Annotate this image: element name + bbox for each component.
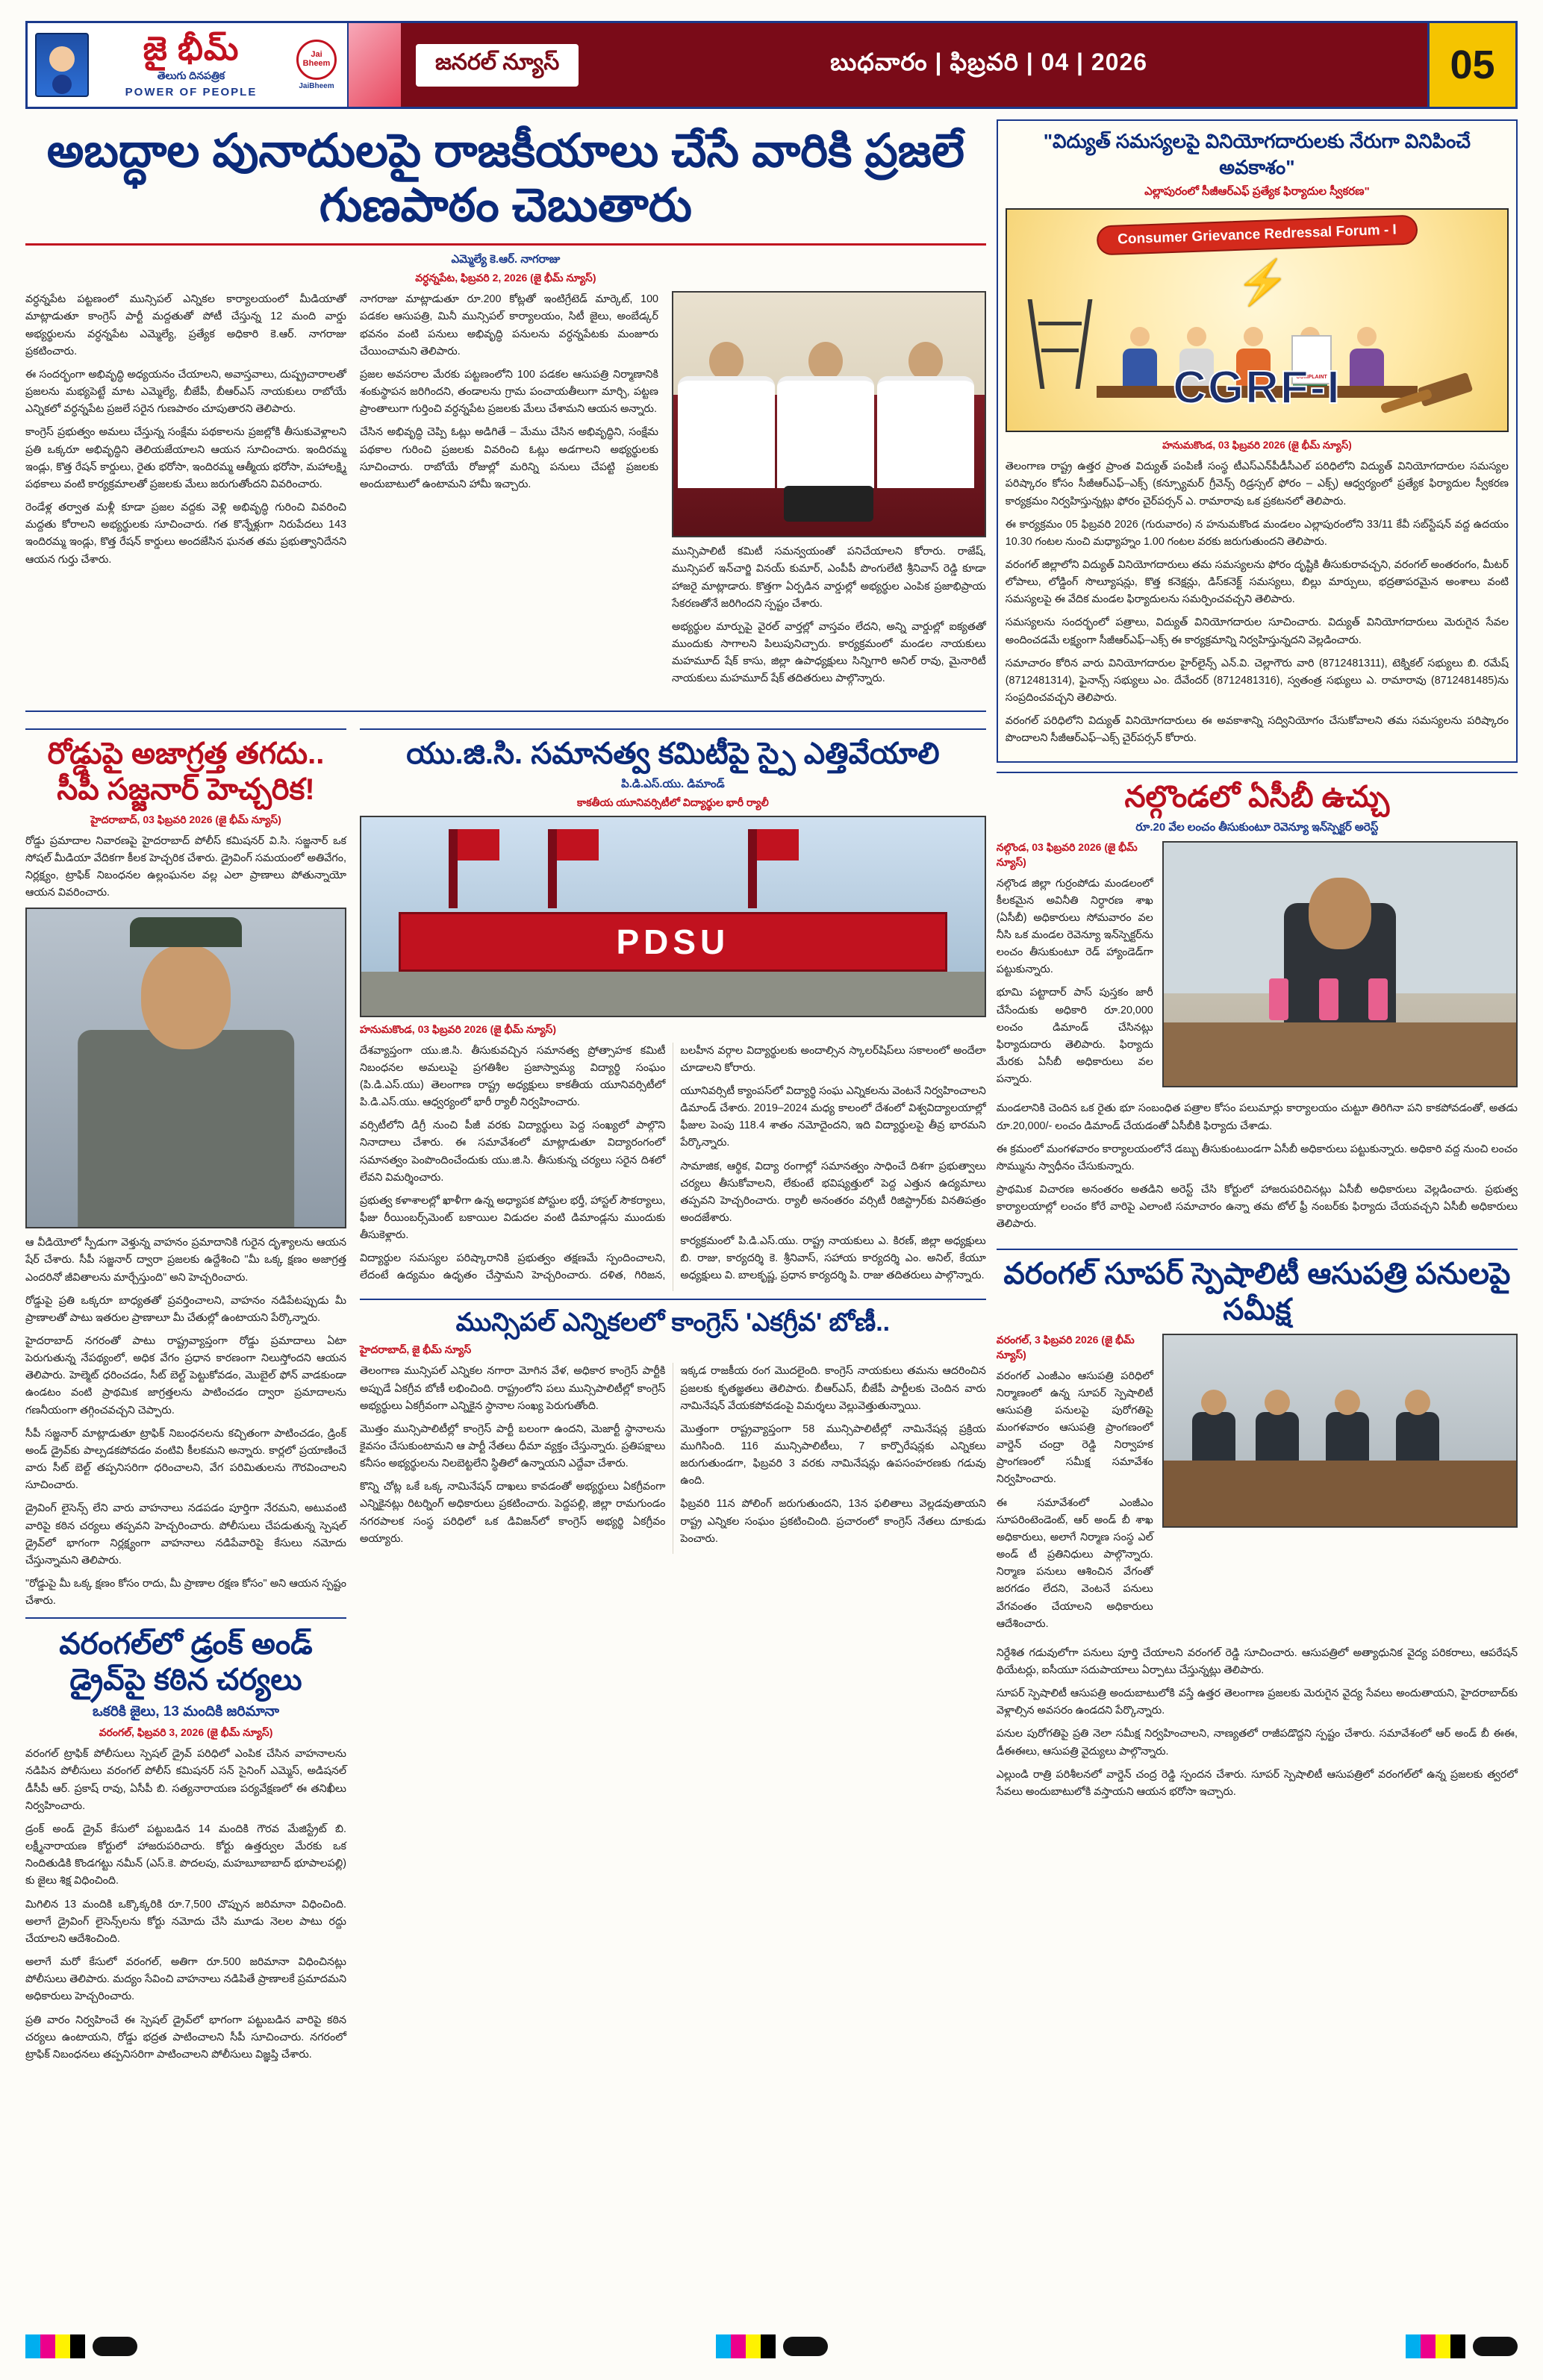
lead-byline: ఎమ్మెల్యే కె.ఆర్. నాగరాజు [451, 253, 561, 266]
rally-banner [399, 912, 947, 972]
drunk-para: అలాగే మరో కేసులో వరంగల్, అతిగా రూ.500 జరిమానా విధించినట్లు పోలీసులు తెలిపారు. మద్యం సేవించి వాహనాలు నడిపితే ప్రాణాలకే ప్రమాదమని అధికారులు హెచ్చరించారు. [25, 1956, 346, 2003]
lead-para: రెండేళ్ల తర్వాత మళ్లీ కూడా ప్రజల వద్దకు వెళ్లి అభివృద్ధి గురించి వివరించి మద్దతు కోరాలని అభ్యర్థులకు సూచించారు. గత కొన్నేళ్లుగా నిరుపేదలు 143 ఇందిరమ్మ ఇండ్లు, కొత్త రేషన్ కార్డులు అందజేసిన ఘనత తమ ప్రభుత్వానిదేనని ఆయన గుర్తు చేశారు. [25, 502, 346, 566]
cgrf-para: సమాచారం కోరిన వారు వినియోగదారుల హైర్‌లైన్స్ ఎన్.వి. చెల్లాగౌరు వారి (8712481311), టెక్నికల్ సభ్యులు బి. రమేష్ (8712481314), ఫైనాన్స్ సభ్యులు ఎం. దేవేందర్ (8712481316), స్వతంత్ర సభ్యులు ఎ. రామారావు (8712481485)ను సంప్రదించవచ్చని తెలిపారు. [1005, 657, 1509, 705]
super-headline: వరంగల్ సూపర్ స్పెషాలిటీ ఆసుపత్రి పనులపై సమీక్ష [1003, 1257, 1511, 1326]
page-number: 05 [1427, 23, 1515, 107]
registration-bar [93, 2337, 137, 2356]
acb-dateline: నల్గొండ, 03 ఫిబ్రవరి 2026 (జై భీమ్ న్యూస్) [996, 840, 1138, 868]
right-column [997, 119, 1518, 2269]
lead-para: నాగరాజు మాట్లాడుతూ రూ.200 కోట్లతో ఇంటిగ్రేటెడ్ మార్కెట్, 100 పడకల ఆసుపత్రి, మినీ మున్సిపల్ కార్యాలయం, సిటీ జైలు, అంబేడ్కర్ భవనం వంటి పనులు అభివృద్ధి పనులను వర్ధన్నపేటకు మంజూరు చేయించామని తెలిపారు. [360, 293, 658, 357]
logo-subtitle: తెలుగు దినపత్రిక [157, 69, 225, 81]
registration-bar [1473, 2337, 1518, 2356]
drunk-headline: వరంగల్‌లో డ్రంక్ అండ్ డ్రైవ్‌పై కఠిన చర్యలు [59, 1628, 313, 1697]
story-drunk-drive [25, 1626, 346, 2064]
super-para: ఈ సమావేశంలో ఎంజీఎం సూపరింటెండెంట్, ఆర్ అండ్ బీ శాఖ అధికారులు, అలాగే నిర్మాణ సంస్థ ఎల్ అండ్ టీ ప్రతినిధులు పాల్గొన్నారు. నిర్మాణ పనులు ఆశించిన వేగంతో జరగడం లేదని, వెంటనే పనులు వేగవంతం చేయాలని అధికారులు ఆదేశించారు. [996, 1496, 1153, 1630]
reg-group-left [25, 2334, 137, 2358]
divider [25, 243, 986, 246]
lead-para: అభ్యర్థుల మార్పుపై వైరల్ వార్తల్లో వాస్తవం లేదని, అన్ని వార్డుల్లో ఐక్యతతో ముందుకు సాగాలని పిలుపునిచ్చారు. కార్యక్రమంలో మండల నాయకులు మహమూద్ షేక్ కాసు, జిల్లా ఉపాధ్యక్షులు సిన్నిగారి అనిల్ రావు, మైనారిటీ నాయకులు మహమూద్ షేక్ తదితరులు పాల్గొన్నారు. [672, 620, 986, 685]
logo-tagline: POWER OF PEOPLE [125, 85, 258, 99]
acb-subhead: రూ.20 వేల లంచం తీసుకుంటూ రెవెన్యూ ఇన్‌స్పెక్టర్ అరెస్ట్ [1135, 820, 1379, 834]
cgrf-para: వరంగల్ జిల్లాలోని విద్యుత్ వినియోగదారులు తమ సమస్యలను ఫోరం దృష్టికి తీసుకురావచ్చని, వరంగల్ అంతరంగం, మీటర్ లోపాలు, లోడ్డింగ్ సొల్యూషన్లు, కొత్త కనెక్షన్లు, డిస్‌కనెక్ట్ సమస్యలు, బిల్లు మార్పులు, భద్రతాపరమైన అంశాలు వంటి సమస్యలపై ఈ వేదిక మండల ఫిర్యాదులను సమర్పించవచ్చని తెలిపారు. [1005, 558, 1509, 606]
cgrf-subhead: ఎల్లాపురంలో సీజీఆర్ఎఫ్ ప్రత్యేక ఫిర్యాదుల స్వీకరణ" [1144, 185, 1370, 199]
acb-para: నల్గొండ జిల్లా గుర్రంపోడు మండలంలో కీలకమైన అవినీతి నిర్ధారణ శాఖ (ఏసీబీ) అధికారులు సోమవారం వల నీసి ఒక మండల రెవెన్యూ ఇన్‌స్పెక్టర్‌ను లంచం తీసుకుంటూ రెడ్ హ్యాండెడ్‌గా పట్టుకున్నారు. [996, 877, 1153, 976]
cgrf-dateline: హనుమకొండ, 03 ఫిబ్రవరి 2026 (జై భీమ్ న్యూస్) [1162, 440, 1352, 452]
story-ugc [360, 728, 986, 2070]
cp-para: సీపీ సజ్జనార్ మాట్లాడుతూ ట్రాఫిక్ నిబంధనలను కచ్చితంగా పాటించడం, డ్రింక్ అండ్ డ్రైవ్‌కు పాల్పడకపోవడం వంటివి కీలకమని అన్నారు. కార్లలో ప్రయాణించే వారు సీట్ బెల్ట్ తప్పనిసరిగా ధరించాలని, వేగ పరిమితులను గౌరవించాలని సూచించారు. [25, 1427, 346, 1492]
cp-para: హైదరాబాద్ నగరంతో పాటు రాష్ట్రవ్యాప్తంగా రోడ్డు ప్రమాదాలు ఏటా పెరుగుతున్న నేపథ్యంలో, అధిక వేగం ప్రధాన కారణంగా నిలుస్తోందని ఆయన తెలిపారు. హెల్మెట్ ధరించడం, సీట్ బెల్ట్ పెట్టుకోవడం, మొబైల్ ఫోన్ వాడకుండా ఉండటం వంటి ప్రాథమిక జాగ్రత్తలను పాటించడం ద్వారా ప్రమాదాలను గణనీయంగా తగ్గించవచ్చని చెప్పారు. [25, 1334, 346, 1417]
cgrf-para: తెలంగాణ రాష్ట్ర ఉత్తర ప్రాంత విద్యుత్ పంపిణీ సంస్థ టీఎస్ఎన్‌పీడీసీఎల్ పరిధిలోని విద్యుత్ వినియోగదారుల సమస్యల పరిష్కారం కోసం సీజీఆర్ఎఫ్–ఎక్స్ (కన్స్యూమర్ గ్రీవెన్స్ రిడ్రస్సల్ ఫోరం – ఎక్స్) ఆధ్వర్యంలో ప్రత్యేక ఫిర్యాదుల స్వీకరణ కార్యక్రమం నిర్వహిస్తున్నట్లు ఫోరం చైర్‌పర్సన్ ఎ. రామారావు ఒక ప్రకటనలో తెలిపారు. [1005, 460, 1509, 507]
cp-para: "రోడ్డుపై మీ ఒక్క క్షణం కోసం రాదు, మీ ప్రాణాల రక్షణ కోసం" అని ఆయన స్పష్టం చేశారు. [25, 1578, 346, 1608]
cp-dateline: హైదరాబాద్, 03 ఫిబ్రవరి 2026 (జై భీమ్ న్యూస్) [90, 813, 281, 825]
cp-para: ఆ వీడియోలో స్పీడుగా వెళ్తున్న వాహనం ప్రమాదానికి గురైన దృశ్యాలను ఆయన షేర్ చేశారు. సీపీ సజ్జనార్ ద్వారా ప్రజలకు ఉద్దేశించి "మీ ఒక్క క్షణం అజాగ్రత్త ఎందరినో జీవితాలను మార్చేస్తుంది" అని హెచ్చరించారు. [25, 1237, 346, 1284]
electric-pylon-icon [1034, 299, 1086, 389]
cp-headline: రోడ్డుపై అజాగ్రత్త తగదు.. సీపీ సజ్జనార్ హెచ్చరిక! [47, 737, 325, 806]
super-dateline: వరంగల్, 3 ఫిబ్రవరి 2026 (జై భీమ్ న్యూస్) [996, 1333, 1135, 1361]
registration-bar [783, 2337, 828, 2356]
press-meet-photo [672, 291, 986, 537]
super-para: నిర్దేశిత గడువులోగా పనులు పూర్తి చేయాలని వరంగల్ రెడ్డి సూచించారు. ఆసుపత్రిలో అత్యాధునిక వైద్య పరికరాలు, ఆపరేషన్ థియేటర్లు, ఐసీయూ సదుపాయాలు ఏర్పాటు చేస్తున్నట్లు తెలిపారు. [996, 1646, 1518, 1676]
municipal-para: కొన్ని చోట్ల ఒకే ఒక్క నామినేషన్ దాఖలు కావడంతో అభ్యర్థులు ఏకగ్రీవంగా ఎన్నికైనట్లు రిటర్నింగ్ అధికారులు ప్రకటించారు. పెద్దపల్లి, జిల్లా రామగుండం నగరపాలక సంస్థ పరిధిలో ఒక డివిజన్‌లో కాంగ్రెస్ అభ్యర్థి ఏకగ్రీవం అయ్యారు. [360, 1481, 666, 1545]
left-column [25, 119, 986, 2269]
drunk-dateline: వరంగల్, ఫిబ్రవరి 3, 2026 (జై భీమ్ న్యూస్) [99, 1726, 273, 1739]
logo-title: జై భీమ్ [143, 30, 240, 67]
ugc-headline: యు.జి.సి. సమానత్వ కమిటీపై స్పై ఎత్తివేయాలి [406, 737, 940, 770]
lead-story [25, 119, 986, 694]
lead-para: చేసిన అభివృద్ధి చెప్పి ఓట్లు అడిగితే – మేము చేసిన అభివృద్ధిని, సంక్షేమ పథకాల గురించి ప్రజలకు వివరించి ఓట్లు అడగాలని అభ్యర్థులకు సూచించారు. రాబోయే రోజుల్లో మరిన్ని పనులు చేపట్టి ప్రజలకు అందుబాటులో ఉంటామని హామీ ఇచ్చారు. [360, 426, 658, 490]
ugc-para: ప్రభుత్వ కళాశాలల్లో ఖాళీగా ఉన్న అధ్యాపక పోస్టుల భర్తీ, హాస్టల్ సౌకర్యాలు, ఫీజు రీయింబర్స్‌మెంట్ బకాయిల విడుదల వంటి డిమాండ్లను ముందుకు తీసుకెళ్లారు. [360, 1194, 666, 1242]
masthead [25, 21, 1518, 109]
police-officer-photo [25, 908, 346, 1228]
municipal-para: ఇక్కడ రాజకీయ రంగ మొదలైంది. కాంగ్రెస్ నాయకులు తమను ఆదరించిన ప్రజలకు కృతజ్ఞతలు తెలిపారు. బీఆర్ఎస్, బీజేపీ పార్టీలకు చెందిన వారు నామినేషన్ వేయకపోవడంపై విమర్శలు వెల్లువెత్తుతున్నాయి. [680, 1365, 986, 1412]
super-para: ఎల్లుండి రాత్రి పరిశీలనలో వార్డెన్ చంద్ర రెడ్డి స్పందన చేశారు. సూపర్ స్పెషాలిటీ ఆసుపత్రిలో వరంగల్‌లో ఉన్న ప్రజలకు త్వరలో సేవలు అందుబాటులోకి వస్తాయని ఆయన భరోసా ఇచ్చారు. [996, 1768, 1518, 1798]
ambedkar-portrait-icon [35, 33, 89, 97]
ugc-subhead: పి.డి.ఎస్.యు. డిమాండ్ [621, 777, 725, 790]
logo-text-block [96, 30, 286, 99]
drunk-para: వరంగల్ ట్రాఫిక్ పోలీసులు స్పెషల్ డ్రైవ్ పరిధిలో ఎంపిక చేసిన వాహనాలను నడిపిన పోలీసులు వరంగల్ పోలీస్ కమిషనర్ సన్ సైనింగ్ ఎమ్మెస్, అడిషనల్ డీసీపీ ఆర్. ప్రకాష్ రావు, ఏసీపీ బి. సత్యనారాయణ పర్యవేక్షణలో ఈ తనిఖీలు నిర్వహించారు. [25, 1748, 346, 1812]
reg-group-center-right [1406, 2334, 1518, 2358]
acb-para: ఈ క్రమంలో మంగళవారం కార్యాలయంలోనే డబ్బు తీసుకుంటుండగా ఏసీబీ అధికారులు పట్టుకున్నారు. అధికారి వద్ద నుంచి లంచం సొమ్మును స్వాధీనం చేసుకున్నారు. [996, 1143, 1518, 1172]
super-para: వరంగల్ ఎంజీఎం ఆసుపత్రి పరిధిలో నిర్మాణంలో ఉన్న సూపర్ స్పెషాలిటీ ఆసుపత్రి పనులపై పురోగతిపై మంగళవారం ఆసుపత్రి ప్రాంగణంలో వార్డెన్ చంద్రా రెడ్డి నిర్వాహక ప్రాంగణంలో సమీక్ష సమావేశం నిర్వహించారు. [996, 1369, 1153, 1486]
acb-para: మండలానికి చెందిన ఒక రైతు భూ సంబంధిత పత్రాల కోసం పలుమార్లు కార్యాలయం చుట్టూ తిరిగినా పని కాకపోవడంతో, అతడు రూ.20,000/- లంచం డిమాండ్ చేయడంతో ఏసీబీకి ఫిర్యాదు చేశాడు. [996, 1102, 1518, 1132]
drunk-para: డ్రంక్ అండ్ డ్రైవ్ కేసులో పట్టుబడిన 14 మందికి గౌరవ మేజిస్ట్రేట్ బి. లక్ష్మీనారాయణ కోర్టులో హాజరుపరిచారు. కోర్టు ఉత్తర్వుల మేరకు ఒక నిందితుడికి కొండగట్టు నమీన్ (ఎస్.కె. పొదలపు, మహబూబాబాద్ భూపాలపల్లి) కు జైలు శిక్ష విధించింది. [25, 1823, 346, 1887]
content-grid [25, 119, 1518, 2269]
cgrf-box [997, 119, 1518, 763]
story-municipal [360, 1308, 986, 1554]
ugc-para: విద్యార్థుల సమస్యల పరిష్కారానికి ప్రభుత్వం తక్షణమే స్పందించాలని, లేదంటే ఉద్యమం ఉధృతం చేస్తామని హెచ్చరించారు. దళిత, గిరిజన, బలహీన వర్గాల విద్యార్థులకు అందాల్సిన స్కాలర్‌షిప్‌లు సకాలంలో అందేలా చూడాలని కోరారు. [360, 1044, 986, 1282]
ugc-dateline: హనుమకొండ, 03 ఫిబ్రవరి 2026 (జై భీమ్ న్యూస్) [360, 1022, 557, 1035]
masthead-banner [349, 23, 1427, 107]
municipal-para: మొత్తం మున్సిపాలిటీల్లో కాంగ్రెస్ పార్టీ బలంగా ఉందని, మెజార్టీ స్థానాలను కైవసం చేసుకుంటామని ఆ పార్టీ నేతలు ధీమా వ్యక్తం చేస్తున్నారు. ప్రతిపక్షాలు కనీసం అభ్యర్థులను నిలబెట్టలేని స్థితిలో ఉన్నాయని ఎద్దేవా చేశారు. [360, 1422, 666, 1470]
color-swatches [25, 2334, 85, 2358]
emblem-caption: JaiBheem [299, 82, 334, 90]
cgrf-banner-text: Consumer Grievance Redressal Forum - I [1096, 215, 1418, 256]
divider [25, 710, 986, 712]
issue-date: బుధవారం | ఫిబ్రవరి | 04 | 2026 [830, 48, 1148, 75]
municipal-para: ఫిబ్రవరి 11న పోలింగ్ జరుగుతుందని, 13న ఫలితాలు వెల్లడవుతాయని రాష్ట్ర ఎన్నికల సంఘం ప్రకటించింది. ప్రచారంలో కాంగ్రెస్ నేతలు దూకుడు పెంచారు. [680, 1498, 986, 1545]
drunk-para: మిగిలిన 13 మందికి ఒక్కొక్కరికి రూ.7,500 చొప్పున జరిమానా విధించింది. అలాగే డ్రైవింగ్ లైసెన్స్‌లను కోర్టు నమోదు చేసి మూడు నెలల పాటు రద్దు చేయాలని ఆదేశించింది. [25, 1898, 346, 1945]
ugc-para: కార్యక్రమంలో పి.డి.ఎస్.యు. రాష్ట్ర నాయకులు ఎ. కిరణ్, జిల్లా అధ్యక్షులు బి. రాజు, కార్యదర్శి కె. శ్రీనివాస్, సహాయ కార్యదర్శి ఎం. అనిల్, కేయూ అధ్యక్షులు వి. బాలకృష్ణ, ప్రధాన కార్యదర్శి పి. రాజు తదితరులు పాల్గొన్నారు. [680, 1235, 986, 1282]
lead-dateline: వర్ధన్నపేట, ఫిబ్రవరి 2, 2026 (జై భీమ్ న్యూస్) [415, 272, 596, 284]
cgrf-title: CGRF-I [1173, 362, 1341, 414]
rally-banner-text: PDSU [616, 922, 730, 962]
drunk-para: ప్రతి వారం నిర్వహించే ఈ స్పెషల్ డ్రైవ్‌లో భాగంగా పట్టుబడిన వారిపై కఠిన చర్యలు ఉంటాయని, రోడ్డు భద్రత పాటించాలని సీపీ సూచించారు. నగరంలో ట్రాఫిక్ నిబంధనలు తప్పనిసరిగా పాటించాలని పోలీసులు విజ్ఞప్తి చేశారు. [25, 2014, 346, 2061]
municipal-dateline: హైదరాబాద్, జై భీమ్ న్యూస్ [360, 1343, 472, 1356]
lead-para: మున్సిపాలిటీ కమిటీ సమన్వయంతో పనిచేయాలని కోరారు. రాజేష్, మున్సిపల్ ఇన్‌చార్జి వినయ్ కుమార్, ఎంపీపీ పొంగులేటి శ్రీనివాస్ రెడ్డి కూడా హాజరై మాట్లాడారు. కొత్తగా ఏర్పడిన వార్డుల్లో అభ్యర్థుల ఎంపిక ప్రజాభిప్రాయ సేకరణతోనే జరిగిందని స్పష్టం చేశారు. [672, 546, 986, 610]
cgrf-para: సమస్యలను సందర్భంలో పత్రాలు, విద్యుత్ వినియోగదారుల సూచించారు. విద్యుత్ వినియోగదారులు మెరుగైన సేవల అందించడమే లక్ష్యంగా సీజీఆర్ఎఫ్–ఎక్స్ ఈ కార్యక్రమాన్ని నిర్వహిస్తున్నదని వెల్లడించారు. [1005, 616, 1509, 646]
ugc-para: వర్సిటీలోని డిగ్రీ నుంచి పీజీ వరకు విద్యార్థులు పెద్ద సంఖ్యలో పాల్గొని నినాదాలు చేశారు. ఈ సమావేశంలో మాట్లాడుతూ విద్యారంగంలో సమానత్వం పెంపొందించేందుకు యు.జి.సి. తీసుకున్న చర్యలు సరైన దిశలో లేవని విమర్శించారు. [360, 1119, 666, 1184]
review-meeting-photo [1162, 1334, 1518, 1528]
cp-para: డ్రైవింగ్ లైసెన్స్ లేని వారు వాహనాలు నడపడం పూర్తిగా నేరమని, అటువంటి వారిపై కఠిన చర్యలు తప్పవని హెచ్చరించారు. పోలీసులు చేపడుతున్న స్పెషల్ డ్రైవ్‌లో భాగంగా నిర్లక్ష్యంగా వాహనాలు నడిపేవారిపై కేసులు నమోదు చేస్తున్నామని తెలిపారు. [25, 1502, 346, 1567]
municipal-para: మొత్తంగా రాష్ట్రవ్యాప్తంగా 58 మున్సిపాలిటీల్లో నామినేషన్ల ప్రక్రియ ముగిసింది. 116 మున్సిపాలిటీలు, 7 కార్పొరేషన్లకు ఎన్నికలు జరుగుతుండగా, ఫిబ్రవరి 3 వరకు నామినేషన్లు ఉపసంహరణకు గడువు ఉంది. [680, 1422, 986, 1487]
drunk-subhead: ఒకరికి జైలు, 13 మందికి జరిమానా [92, 1704, 280, 1720]
cp-para: రోడ్డు ప్రమాదాల నివారణపై హైదరాబాద్ పోలీస్ కమిషనర్ వి.సి. సజ్జనార్ ఒక సోషల్ మీడియా వేదికగా కీలక హెచ్చరిక చేశారు. డ్రైవింగ్ సమయంలో అతివేగం, నిర్లక్ష్యం, ట్రాఫిక్ నిబంధనల ఉల్లంఘనల వల్ల ఎలా ప్రాణాలు పోతున్నాయో ఆయన వివరించారు. [25, 834, 346, 899]
color-swatches [1406, 2334, 1465, 2358]
acb-headline: నల్గొండలో ఏసీబీ ఉచ్చు [1124, 780, 1390, 813]
lead-para: ఈ సందర్భంగా అభివృద్ధి అధ్యయనం చేయాలని, అవాస్తవాలు, దుష్ప్రచారాలతో ప్రజలను మభ్యపెట్టే మాట ఎమ్మెల్యే, బీజేపీ, బీఆర్ఎస్ నాయకులు రాబోయే ఎన్నికలో వర్ధన్నపేట ప్రజలే సరైన గుణపాఠం చూపుతారని తెలిపారు. [25, 368, 346, 416]
print-registration-marks [25, 2329, 1518, 2364]
section-label: జనరల్ న్యూస్ [414, 43, 580, 88]
emblem-circle: Jai Bheem [296, 40, 337, 80]
logo-emblem [293, 40, 340, 90]
super-para: పనుల పురోగతిపై ప్రతి నెలా సమీక్ష నిర్వహించాలని, నాణ్యతలో రాజీపడొద్దని స్పష్టం చేశారు. సమావేశంలో ఆర్ అండ్ బీ ఈఈ, డీఈఈలు, ఆసుపత్రి వైద్యులు పాల్గొన్నారు. [996, 1728, 1518, 1758]
ugc-para: యూనివర్సిటీ క్యాంపస్‌లో విద్యార్థి సంఘ ఎన్నికలను వెంటనే నిర్వహించాలని డిమాండ్ చేశారు. 2019–2024 మధ్య కాలంలో దేశంలో విశ్వవిద్యాలయాల్లో ఫీజుల పెంపు 118.4 శాతం నమోదైందని, ఇది విద్యార్థులపై తీవ్ర భారమని పేర్కొన్నారు. [680, 1084, 986, 1149]
ugc-para: సామాజిక, ఆర్థిక, విద్యా రంగాల్లో సమానత్వం సాధించే దిశగా ప్రభుత్వాలు చర్యలు తీసుకోవాలని, లేకుంటే భవిష్యత్తులో పెద్ద ఎత్తున ఉద్యమాలు తప్పవని హెచ్చరించారు. ర్యాలీ అనంతరం వర్సిటీ రిజిస్ట్రార్‌కు వినతిపత్రం అందజేశారు. [680, 1160, 986, 1224]
municipal-body [360, 1363, 986, 1554]
lead-para: వర్ధన్నపేట పట్టణంలో మున్సిపల్ ఎన్నికల కార్యాలయంలో మీడియాతో మాట్లాడుతూ కాంగ్రెస్ పార్టీ మద్దతుతో పోటీ చేస్తున్న 12 మంది వార్డు అభ్యర్థులను వర్ధన్నపేట ఎమ్మెల్యే, ప్రత్యేక అధికారి కె.ఆర్. నాగరాజు ప్రకటించారు. [25, 293, 346, 357]
story-cp-sajjanar [25, 728, 346, 2070]
cp-para: రోడ్డుపై ప్రతి ఒక్కరూ బాధ్యతతో ప్రవర్తించాలని, వాహనం నడిపేటప్పుడు మీ ప్రాణాలతో పాటు ఇతరుల ప్రాణాలూ మీ చేతుల్లో ఉంటాయని పేర్కొన్నారు. [25, 1294, 346, 1324]
acb-para: ప్రాథమిక విచారణ అనంతరం అతడిని అరెస్ట్ చేసి కోర్టులో హాజరుపరిచినట్లు ఏసీబీ అధికారులు వెల్లడించారు. ప్రభుత్వ కార్యాలయాల్లో లంచం కోరే వారిపై ఎలాంటి సమాచారం ఉన్నా తమ టోల్ ఫ్రీ నంబర్‌కు ఫిర్యాదు చేయవచ్చని ఏసీబీ అధికారులు తెలిపారు. [996, 1184, 1518, 1231]
lead-para: ప్రజల అవసరాల మేరకు పట్టణంలోని 100 పడకల ఆసుపత్రి నిర్మాణానికి శంకుస్థాపన జరిగిందని, తండాలను గ్రామ పంచాయతీలుగా మార్చి, పట్టణ ప్రాంతాలుగా గుర్తించి వర్ధన్నపేట ప్రజలకు మేలు చేశామని ఆయన అన్నారు. [360, 368, 658, 416]
municipal-headline: మున్సిపల్ ఎన్నికలలో కాంగ్రెస్ 'ఎకగ్రీవ' బోణీ.. [455, 1308, 891, 1337]
cgrf-artwork [1006, 208, 1509, 432]
lead-para: కాంగ్రెస్ ప్రభుత్వం అమలు చేస్తున్న సంక్షేమ పథకాలను ప్రజల్లోకి తీసుకువెళ్లాలని ప్రతి ఒక్కరూ అభివృద్ధిని తెలియజేయాలని ఆయన సూచించారు. ఇందిరమ్మ ఇండ్లు, కొత్త రేషన్ కార్డులు, రైతు భరోసా, ఇందిరమ్మ ఆత్మీయ భరోసా, మహాలక్ష్మి పథకాలు వంటి కార్యక్రమాలతో ప్రజలకు మేలు జరుగుతోందని వివరించారు. [25, 426, 346, 490]
cgrf-para: ఈ కార్యక్రమం 05 ఫిబ్రవరి 2026 (గురువారం) న హనుమకొండ మండలం ఎల్లాపురంలోని 33/11 కేవీ సబ్‌స్టేషన్ వద్ద ఉదయం 10.30 గంటల నుంచి మధ్యాహ్నం 1.00 గంటల వరకు జరుగుతుందని తెలిపారు. [1005, 518, 1509, 548]
municipal-para: తెలంగాణ మున్సిపల్ ఎన్నికల నగారా మోగిన వేళ, అధికార కాంగ్రెస్ పార్టీకి అప్పుడే ఏకగ్రీవ బోణీ లభించింది. రాష్ట్రంలోని పలు మున్సిపాలిటీల్లో కాంగ్రెస్ అభ్యర్థులు ఏకగ్రీవంగా ఎన్నికైన స్థానాల సంఖ్య పెరుగుతోంది. [360, 1365, 666, 1412]
lead-headline: అబద్ధాల పునాదులపై రాజకీయాలు చేసే వారికి ప్రజలే గుణపాఠం చెబుతారు [46, 125, 964, 232]
story-acb [997, 772, 1518, 1240]
color-swatches [716, 2334, 776, 2358]
cgrf-para: వరంగల్ పరిధిలోని విద్యుత్ వినియోగదారులు ఈ అవకాశాన్ని సద్వినియోగం చేసుకోవాలని తమ సమస్యలను పరిష్కారం పొందాలని సీజీఆర్ఎఫ్–ఎక్స్ చైర్‌పర్సన్ కోరారు. [1005, 715, 1509, 745]
acb-arrest-photo [1162, 841, 1518, 1087]
super-para: సూపర్ స్పెషాలిటీ ఆసుపత్రి అందుబాటులోకి వస్తే ఉత్తర తెలంగాణ ప్రజలకు మెరుగైన వైద్య సేవలు అందుతాయని, హైదరాబాద్‌కు వెళ్లాల్సిన అవసరం ఉండదని పేర్కొన్నారు. [996, 1687, 1518, 1717]
newspaper-logo [28, 23, 349, 107]
gavel-icon [1382, 380, 1471, 419]
ugc-para: దేశవ్యాప్తంగా యు.జి.సి. తీసుకువచ్చిన సమానత్వ ప్రోత్సాహక కమిటీ నిబంధనల అమలుపై ప్రగతిశీల ప్రజాస్వామ్య విద్యార్థి సంఘం (పి.డి.ఎస్.యు) తెలంగాణ రాష్ట్ర అధ్యక్షులు కాకతీయ యూనివర్సిటీలో పి.డి.ఎస్.యు. ఆధ్వర్యంలో భారీ ర్యాలీ నిర్వహించారు. [360, 1044, 666, 1109]
ugc-caption: కాకతీయ యూనివర్సిటీలో విద్యార్థుల భారీ ర్యాలీ [576, 796, 769, 808]
reg-group-center-left [716, 2334, 828, 2358]
story-super-speciality [997, 1249, 1518, 1808]
student-rally-photo [360, 816, 986, 1017]
cgrf-headline: "విద్యుత్ సమస్యలపై వినియోగదారులకు నేరుగా వినిపించే అవకాశం" [1043, 130, 1471, 179]
ugc-body [360, 1043, 986, 1291]
acb-para: భూమి పట్టాదార్ పాస్ పుస్తకం జారీ చేసేందుకు అధికారి రూ.20,000 లంచం డిమాండ్ చేసినట్లు ఫిర్యాదుదారు తెలిపారు. ఫిర్యాదు మేరకు ఏసీబీ అధికారులు వల పన్నారు. [996, 987, 1153, 1086]
